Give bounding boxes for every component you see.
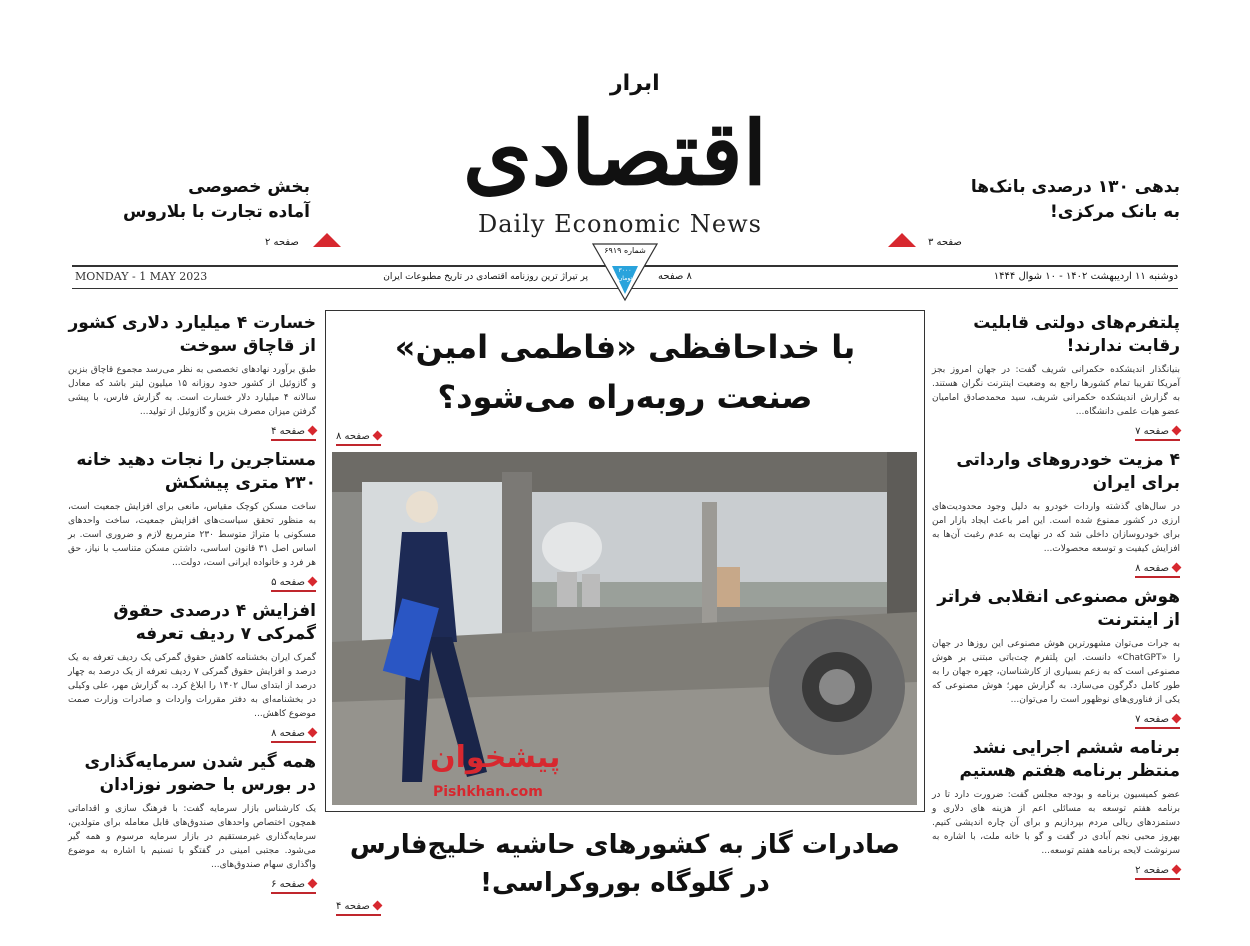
logo-english: Daily Economic News	[478, 210, 762, 238]
diamond-icon	[1172, 714, 1182, 724]
page-link[interactable]	[271, 876, 316, 894]
story-title: خسارت ۴ میلیارد دلاری کشور از قاچاق سوخت	[68, 313, 316, 356]
teaser-title: بدهی ۱۳۰ درصدی بانک‌ها	[970, 177, 1180, 197]
arrow-icon	[313, 233, 341, 247]
diamond-icon	[1172, 563, 1182, 573]
story-body: گمرک ایران بخشنامه کاهش حقوق گمرکی یک ردیف تعرفه به یک درصد و افزایش حقوق گمرکی ۷ ردیف تعرفه از یک درصد به چهار درصد از ابتدای سال ۱۴۰۲ را ابلاغ کرد. به گزارش مهر، علی وکیلی در بخشنامه‌ای به دفتر مقررات واردات و صادرات وزارت صمت موضوع کاهش...	[68, 653, 317, 719]
story-body: به جرات می‌توان مشهورترین هوش مصنوعی این روزها در جهان را «ChatGPT» دانست. این پلتفرم چت‌باتی مبتنی بر هوش مصنوعی است که به زعم بسیاری از کارشناسان، چهره جهان را به طور کامل دگرگون می‌سازد. به گزارش مهر؛ هوش مصنوعی که یکی از فناوری‌های نوظهور است را می‌توان...	[932, 639, 1180, 705]
diamond-icon	[308, 728, 318, 738]
top-teaser-left[interactable]	[70, 175, 310, 225]
story-body: یک کارشناس بازار سرمایه گفت: با فرهنگ سازی و اقداماتی همچون اختصاص واحدهای صندوق‌های قابل معامله برای متولدین، سرمایه‌گذاری غیرمستقیم در بازار سرمایه مرسوم و همه گیر می‌شود. مجتبی امینی در گفتگو با تسنیم با اشاره به موضوع واگذاری سهام صندوق‌های...	[68, 804, 316, 870]
right-column	[932, 312, 1180, 880]
story-right-4[interactable]	[932, 737, 1180, 880]
page-label: صفحه ۶	[271, 879, 305, 890]
headline-line: با خداحافظی «فاطمی امین»	[394, 328, 856, 366]
diamond-icon	[308, 879, 318, 889]
page-label: صفحه ۴	[271, 426, 305, 437]
page-label: صفحه ۸	[336, 431, 370, 442]
page-link[interactable]	[336, 898, 381, 916]
story-body: در سال‌های گذشته واردات خودرو به دلیل وجود محدودیت‌های ارزی در کشور ممنوع شده است. این امر باعث ایجاد بازار امن برای خودروسازان داخلی شد که در نهایت به عدم رغبت آن‌ها به افزایش کیفیت و توسعه محصولات...	[932, 502, 1180, 554]
page-label: صفحه ۷	[1135, 714, 1169, 725]
diamond-icon	[372, 431, 382, 441]
story-body: بنیانگذار اندیشکده حکمرانی شریف گفت: در جهان امروز بجز آمریکا تقریبا تمام کشورها راجع به وضعیت اینترنت نگران هستند. به گزارش اندیشکده حکمرانی شریف، سید محمدصادق امامیان عضو هیات علمی دانشگاه...	[932, 365, 1180, 417]
story-body: ساخت مسکن کوچک مقیاس، مانعی برای افزایش جمعیت است، به منظور تحقق سیاست‌های افزایش جمعیت، ساخت واحدهای مسکونی با متراژ متوسط ۲۳۰ مترمربع لازم و ضروری است. بر اساس اصل ۳۱ قانون اساسی، داشتن مسکن متناسب با نیاز، حق هر فرد و خانواده ایرانی است، دولت...	[68, 502, 316, 568]
price: ۳۰۰۰ تومان	[617, 267, 633, 282]
story-title: همه گیر شدن سرمایه‌گذاری در بورس با حضور نوزادان	[84, 752, 316, 795]
story-right-3[interactable]	[932, 586, 1180, 729]
page-link[interactable]	[1135, 711, 1180, 729]
teaser-title: بخش خصوصی	[188, 177, 310, 197]
page-count: ۸ صفحه	[658, 271, 692, 282]
date-english: MONDAY - 1 MAY 2023	[75, 270, 208, 283]
logo: اقتصادی	[462, 101, 768, 205]
date-persian: دوشنبه ۱۱ اردیبهشت ۱۴۰۲ - ۱۰ شوال ۱۴۴۴	[993, 271, 1178, 282]
story-left-3[interactable]	[68, 600, 316, 743]
page-label: صفحه ۸	[1135, 563, 1169, 574]
main-headline[interactable]	[335, 322, 915, 422]
page-label: صفحه ۴	[336, 901, 370, 912]
watermark-logo: پیشخوان	[430, 740, 561, 775]
issue-number: شماره ۶۹۱۹	[604, 246, 646, 255]
page-label: صفحه ۸	[271, 728, 305, 739]
story-title: پلتفرم‌های دولتی قابلیت رقابت ندارند!	[973, 313, 1180, 356]
diamond-icon	[1172, 865, 1182, 875]
story-left-4[interactable]	[68, 751, 316, 894]
headline-line: صادرات گاز به کشورهای حاشیه خلیج‌فارس	[349, 830, 901, 860]
teaser-title: آماده تجارت با بلاروس	[122, 202, 310, 222]
diamond-icon	[372, 901, 382, 911]
main-photo	[332, 452, 917, 805]
page-link[interactable]	[1135, 423, 1180, 441]
story-right-2[interactable]	[932, 449, 1180, 578]
story-right-1[interactable]	[932, 312, 1180, 441]
headline-line: در گلوگاه بوروکراسی!	[480, 868, 770, 898]
page-link[interactable]	[271, 725, 316, 743]
logo-prefix: ابرار	[610, 71, 660, 96]
teaser-title: به بانک مرکزی!	[1050, 202, 1180, 222]
page-link[interactable]	[271, 574, 316, 592]
story-left-2[interactable]	[68, 449, 316, 592]
story-left-1[interactable]	[68, 312, 316, 441]
page-label: صفحه ۷	[1135, 426, 1169, 437]
bottom-headline[interactable]	[330, 826, 920, 902]
page-ref[interactable]: صفحه ۳	[928, 237, 962, 248]
story-body: عضو کمیسیون برنامه و بودجه مجلس گفت: ضرورت دارد تا در برنامه هفتم توسعه به مسائلی اعم از هزینه های دلاری و دستمزدهای ریالی مردم بپردازیم و برای آن چاره اندیشی کنیم. بهروز محبی نجم آبادی در گفت و گو با خانه ملت، با اشاره به سرنوشت لایحه برنامه هفتم توسعه...	[932, 790, 1180, 856]
arrow-icon	[888, 233, 916, 247]
watermark-url: Pishkhan.com	[433, 784, 543, 800]
page-ref[interactable]: صفحه ۲	[265, 237, 299, 248]
diamond-icon	[308, 577, 318, 587]
story-title: برنامه ششم اجرایی نشد منتظر برنامه هفتم هستیم	[959, 738, 1180, 781]
page-link[interactable]	[1135, 862, 1180, 880]
diamond-icon	[308, 426, 318, 436]
headline-line: صنعت روبه‌راه می‌شود؟	[437, 378, 813, 416]
story-title: افزایش ۴ درصدی حقوق گمرکی ۷ ردیف تعرفه	[113, 601, 316, 644]
story-title: ۴ مزیت خودروهای وارداتی برای ایران	[956, 450, 1180, 493]
top-teaser-right[interactable]	[940, 175, 1180, 225]
page-link[interactable]	[1135, 560, 1180, 578]
story-body: طبق برآورد نهادهای تخصصی به نظر می‌رسد مجموع قاچاق بنزین و گازوئیل از کشور حدود روزانه ۱۵ میلیون لیتر باشد که معادل سالانه ۴ میلیارد دلار خسارت است. به گزارش فارس، با پیشی گرفتن میزان مصرف بنزین و گازوئیل از تولید...	[68, 365, 317, 417]
diamond-icon	[1172, 426, 1182, 436]
page-label: صفحه ۵	[271, 577, 305, 588]
page-label: صفحه ۲	[1135, 865, 1169, 876]
page-link[interactable]	[271, 423, 316, 441]
story-title: هوش مصنوعی انقلابی فراتر از اینترنت	[937, 587, 1180, 630]
story-title: مستاجرین را نجات دهید خانه ۲۳۰ متری پیشکش	[76, 450, 316, 493]
tagline: پر تیراژ ترین روزنامه اقتصادی در تاریخ مطبوعات ایران	[383, 272, 588, 282]
page-link[interactable]	[336, 428, 381, 446]
left-column	[68, 312, 316, 894]
